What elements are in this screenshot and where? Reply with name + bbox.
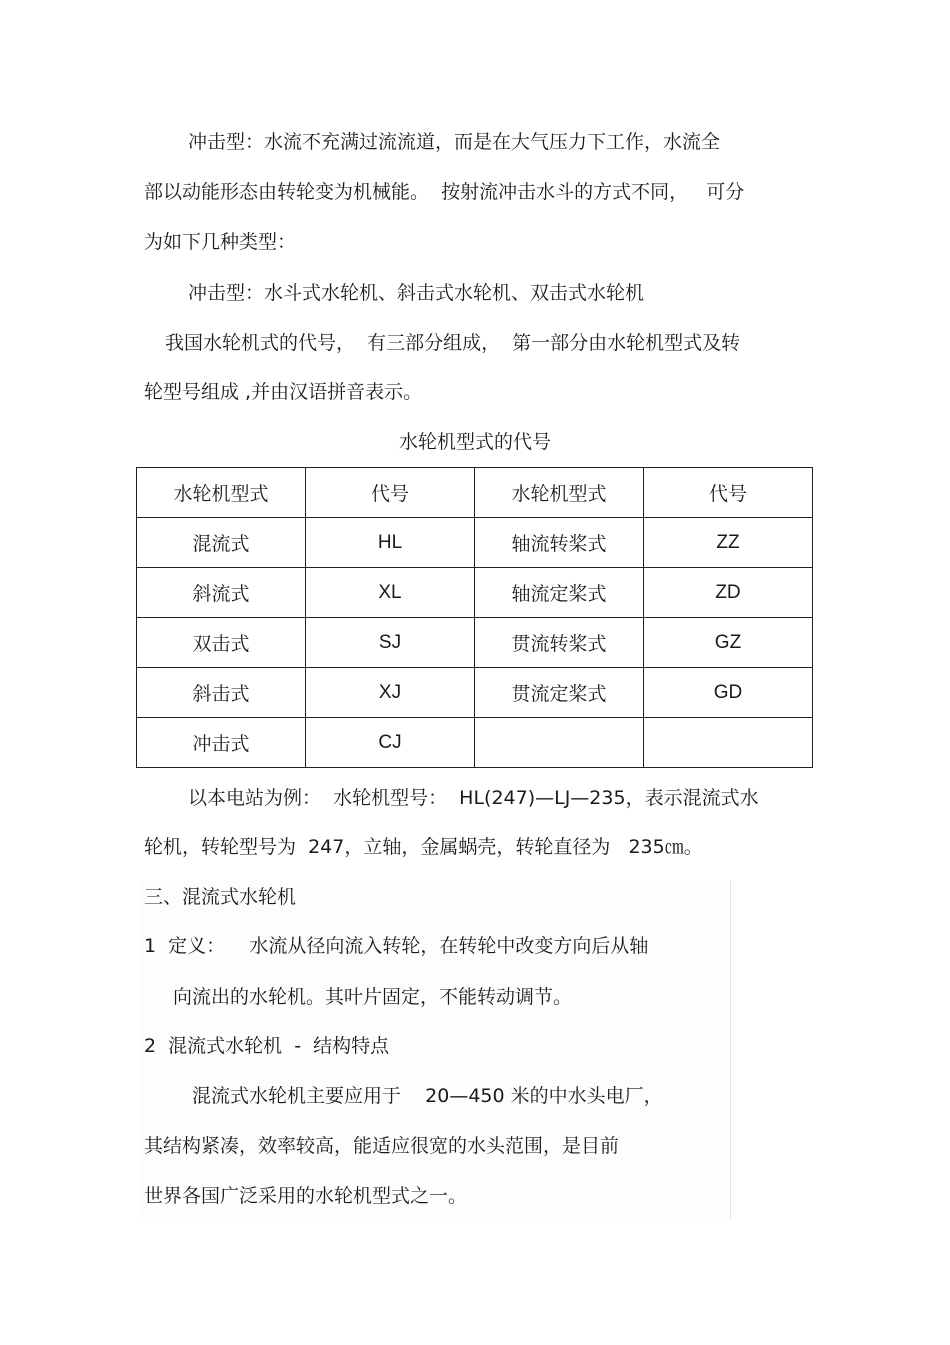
paragraph-line: 为如下几种类型： xyxy=(144,231,297,253)
table-cell: 斜击式 xyxy=(137,668,306,718)
paragraph-line: 部以动能形态由转轮变为机械能。 按射流冲击水斗的方式不同， 可分 xyxy=(144,181,745,203)
table-cell: 冲击式 xyxy=(137,718,306,768)
paragraph-line: 冲击型：水流不充满过流流道，而是在大气压力下工作，水流全 xyxy=(188,131,721,153)
table-cell xyxy=(644,718,813,768)
example-line: 轮机，转轮型号为 247，立轴，金属蜗壳，转轮直径为 235㎝。 xyxy=(144,836,703,858)
table-cell: XJ xyxy=(306,668,475,718)
table-row xyxy=(137,518,813,568)
table-cell: GD xyxy=(644,668,813,718)
subheading: 2 混流式水轮机 - 结构特点 xyxy=(144,1035,390,1057)
table-cell: ZD xyxy=(644,568,813,618)
paragraph-line: 轮型号组成 ,并由汉语拼音表示。 xyxy=(144,381,423,403)
table-cell: SJ xyxy=(306,618,475,668)
table-header-cell: 水轮机型式 xyxy=(137,468,306,518)
example-line: 以本电站为例： 水轮机型号： HL(247)—LJ—235，表示混流式水 xyxy=(188,787,759,809)
table-cell: HL xyxy=(306,518,475,568)
table-header-row xyxy=(137,468,813,518)
definition-line: 1 定义： 水流从径向流入转轮，在转轮中改变方向后从轴 xyxy=(144,935,649,957)
table-cell: ZZ xyxy=(644,518,813,568)
definition-line: 向流出的水轮机。其叶片固定，不能转动调节。 xyxy=(173,986,573,1008)
table-cell: 贯流转桨式 xyxy=(475,618,644,668)
table-header-cell: 代号 xyxy=(306,468,475,518)
table-cell: 轴流转桨式 xyxy=(475,518,644,568)
body-line: 其结构紧凑，效率较高，能适应很宽的水头范围，是目前 xyxy=(144,1135,620,1157)
table-row xyxy=(137,618,813,668)
table-cell: 双击式 xyxy=(137,618,306,668)
table-cell: 轴流定桨式 xyxy=(475,568,644,618)
table-cell: CJ xyxy=(306,718,475,768)
turbine-code-table xyxy=(136,467,813,768)
body-line: 世界各国广泛采用的水轮机型式之一。 xyxy=(144,1185,468,1207)
table-cell: 贯流定桨式 xyxy=(475,668,644,718)
table-caption: 水轮机型式的代号 xyxy=(398,431,551,453)
paragraph-line: 我国水轮机式的代号， 有三部分组成， 第一部分由水轮机型式及转 xyxy=(165,332,741,354)
table-row xyxy=(137,568,813,618)
table-cell: 混流式 xyxy=(137,518,306,568)
section-heading: 三、混流式水轮机 xyxy=(144,886,297,908)
table-cell: XL xyxy=(306,568,475,618)
table-row xyxy=(137,668,813,718)
table-row xyxy=(137,718,813,768)
paragraph-line: 冲击型：水斗式水轮机、斜击式水轮机、双击式水轮机 xyxy=(188,282,645,304)
table-header-cell: 代号 xyxy=(644,468,813,518)
table-header-cell: 水轮机型式 xyxy=(475,468,644,518)
table-cell: 斜流式 xyxy=(137,568,306,618)
table-cell: GZ xyxy=(644,618,813,668)
table-cell xyxy=(475,718,644,768)
body-line: 混流式水轮机主要应用于 20—450 米的中水头电厂， xyxy=(192,1085,663,1107)
